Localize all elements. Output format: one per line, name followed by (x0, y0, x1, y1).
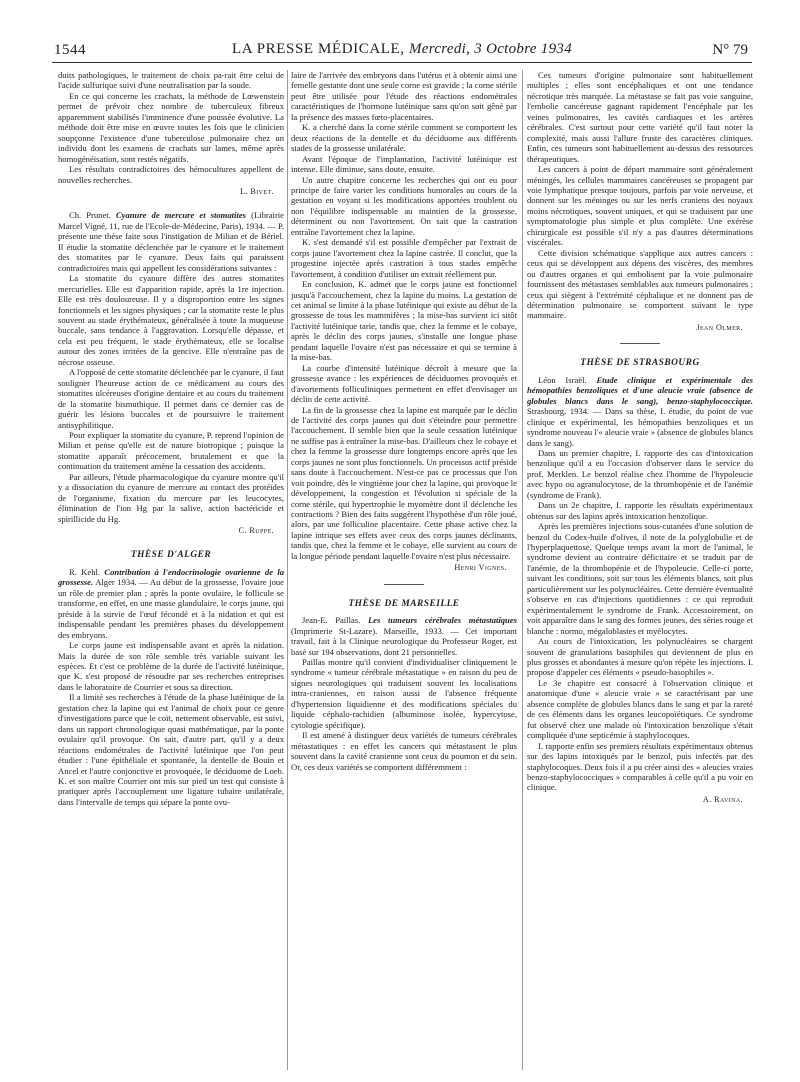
paragraph: A l'opposé de cette stomatite déclenchée par le cyanure, il faut souligner l'heureuse action de ce médicament au cours des stomatites ulcéreuses d'origine dentaire et au cours du traitement de la stomatite bismuthique. Il permet dans ce dernier cas de guérir les lésions buccales et de poursuivre le traitement antisyphilitique. (58, 367, 284, 430)
column-divider (522, 70, 523, 1070)
author-signature: L. Bivet. (240, 186, 274, 196)
paragraph: Par ailleurs, l'étude pharmacologique du cyanure montre qu'il y a dissociation du cyanure de mercure au contact des protéides de l'organisme, fixation du mercure par les leucocytes, élimination de l'ion Hg par la salive, action bactéricide et spirillicide du Hg. (58, 471, 284, 524)
author-signature: Henri Vignes. (454, 563, 507, 573)
section-heading: THÈSE DE MARSEILLE (348, 598, 460, 609)
review-author: Ch. Prunet. (69, 210, 111, 221)
paragraph: Les cancers à point de départ mammaire sont généralement méningés, les cellules mammaires cancéreuses se propagent par voie lymphatique presque toujours, parfois par voie nerveuse, et donnent sur les méninges ou sur les nerfs craniens des noyaux moins nécrotiques, souvent uniques, et qui se traduisent par une symptomatologie plus simple et plus complète. Une exérèse chirurgicale est possible s'il n'y a pas d'autres déterminations viscérales. (527, 164, 753, 248)
review-reference: Alger 1934. — Au début de la grossesse, l'ovaire joue un rôle de premier plan ; après la ponte ovulaire, le follicule se transforme, en effet, en une masse glandulaire, le corps jaune, qui préside à la survie de l'œuf fécondé et à la nidation et qui est indispensable pendant les premières phases du développement des embryons. (58, 577, 284, 640)
section-heading: THÈSE DE STRASBOURG (580, 358, 700, 369)
review-author: R. Kehl. (69, 566, 101, 577)
paragraph: La stomatite du cyanure diffère des autres stomatites mercurielles. Elle est d'apparition rapide, après la 1re injection. Elle est très douloureuse. Il y a disproportion entre les signes fonctionnels et les signes physiques ; car la stomatite reste le plus souvent au stade érythémateux, généralisée à toute la muqueuse buccale, sans tendance à l'aggravation. Lorsqu'elle dépasse, et cela est peu fréquent, le stade érythémateux, elle se localise autour des zones irritées de la gencive. Elle n'entraîne pas de nécrose osseuse. (58, 273, 284, 367)
review-author: Jean-E. Paillas. (302, 615, 361, 626)
column-right (527, 70, 753, 1076)
paragraph: Paillas montre qu'il convient d'individualiser cliniquement le syndrome « tumeur cérébrale métastatique » en raison du peu de signes neurologiques qui traduisent souvent les localisations intra-craniennes, en raison aussi de l'absence fréquente d'hypertension liquidienne et des modifications spéciales du liquide céphalo-rachidien (albuminose isolée, hypercytose, cytologie spécifique). (291, 657, 517, 730)
paragraph: Dans un 2e chapitre, I. rapporte les résultats expérimentaux obtenus sur des lapins après intoxication benzolique. (527, 500, 753, 521)
author-signature: Jean Olmer. (696, 322, 743, 332)
author-signature: A. Ravina. (702, 794, 743, 804)
issue-date: Mercredi, 3 Octobre 1934 (409, 41, 573, 57)
paragraph: laire de l'arrivée des embryons dans l'utérus et à obtenir ainsi une femelle gestante dont une seule corne est gravide ; la corne stérile peut être utilisée pour l'étude des réactions endométrales caractéristiques de l'hormone lutéinique sans qu'on soit gêné par la présence des masses fœto-placentaires. (291, 70, 517, 122)
paragraph: Il est amené à distinguer deux variétés de tumeurs cérébrales métastatiques : en effet les cancers qui métastasent le plus souvent dans la cavité cranienne sont ceux du poumon et du sein. Or, ces deux variétés se comportent différemment : (291, 730, 517, 772)
paragraph: Au cours de l'intoxication, les polynucléaires se chargent souvent de granulations basophiles qui deviennent de plus en plus grosses et abondantes à mesure qu'on répète les injections. I. propose d'appeler ces éléments « pseudo-basophiles ». (527, 636, 753, 678)
review-title: Cyanure de mercure et stomatites (115, 210, 246, 221)
section-rule (384, 584, 424, 585)
paragraph: K. a cherché dans la corne stérile comment se comportent les deux réactions de la dentelle et du déciduome aux différents stades de la grossesse unilatérale. (291, 122, 517, 154)
section-rule (620, 343, 660, 344)
paragraph: Après les premières injections sous-cutanées d'une solution de benzol du Codex-huile d'olives, il note de la polyglobulie et de l'hyperplaquettose. Quelque temps avant la mort de l'animal, le syndrome devient au contraire déficitaire et se traduit par de l'anémie, de la thrombopénie et de l'hypoleucie. Celle-ci porte, suivant les conditions, soit sur tous les éléments blancs, soit plus particulièrement sur les polynucléaires. Cette dernière éventualité s'observe en cas d'injections quotidiennes : ce qui reproduit expérimentalement le syndrome de Frank. Accessoirement, on voit apparaître dans le sang des formes jeunes, des séries rouge et blanche : normo, mégaloblastes et myélocytes. (527, 521, 753, 636)
review-author: Léon Israël. (538, 374, 587, 385)
paragraph: K. s'est demandé s'il est possible d'empêcher par l'extrait de corps jaune l'avortement chez la lapine castrée. Il conclut, que la progestine injectée après castration à tous stades empêche l'avortement, à condition d'utiliser un extrait réellement pur. (291, 237, 517, 279)
paragraph: Cette division schématique s'applique aux autres cancers : ceux qui se développent aux dépens des viscères, des membres ou d'autres organes et qui embolisent par la voie pulmonaire fournissent des métastases semblables aux tumeurs pulmonaires ; ceux qui siègent à l'extrémité céphalique et ne donnent pas de détermination pulmonaire se comportent suivant le type mammaire. (527, 247, 753, 321)
paragraph: duits pathologiques, le traitement de choix pa-rait être celui de l'acide sulfurique suivi d'une neutralisation par la soude. (58, 70, 284, 91)
review-entry (291, 615, 517, 657)
paragraph: La courbe d'intensité lutéinique décroît à mesure que la grossesse avance : les expériences de déciduomes provoqués et d'avortements folliculiniques permettent en effet d'envisager un déclin de cette activité. (291, 362, 517, 405)
paragraph: Avant l'époque de l'implantation, l'activité lutéinique est intense. Elle diminue, sans doute, ensuite. (291, 153, 517, 175)
paragraph: En ce qui concerne les crachats, la méthode de Lœwenstein permet de prévoir chez nombre de tuberculeux fibreux apparemment stabilisés l'imminence d'une poussée évolutive. La méthode doit être mise en œuvre toutes les fois que le clinicien soupçonne l'existence d'une tuberculose pulmonaire chez un individu dont les examens de crachats sur lames, même après homogénéisation, sont restés négatifs. (58, 90, 284, 164)
review-title: Les tumeurs cérébrales métastatiques (367, 615, 517, 626)
review-entry (58, 210, 284, 273)
paragraph: Il a limité ses recherches à l'étude de la phase lutéinique de la gestation chez la lapine qui est l'animal de choix pour ce genre d'investigations parce que le coït, nettement observable, est suivi, dans un rapport chronologique quasi mathématique, par la ponte ovulaire qu'il provoque. On sait, d'autre part, qu'il y a deux réactions endométrales de l'activité lutéinique que l'on peut étudier : l'une épithéliale et spontanée, la dentelle de Bouin et Ancel et l'autre conjonctive et provoquée, le déciduome de Loeb. K. et son maître Courrier ont mis sur pied un test qui consiste à pratiquer après l'accouplement une ligature tubaire unilatérale, dans l'intervalle de temps qui sépare la ponte ovu- (58, 692, 284, 807)
column-left (58, 70, 284, 1076)
review-entry (527, 375, 753, 448)
author-signature: C. Ruppe. (238, 526, 274, 536)
review-reference: Strasbourg, 1934. — Dans sa thèse, I. étudie, du point de vue clinique et expérimental, les hémopathies benzoliques et un syndrome nouveau l'« aleucie vraie » (absence de globules blancs dans le sang). (527, 406, 753, 448)
page-header (52, 38, 752, 63)
paragraph: La fin de la grossesse chez la lapine est marquée par le déclin de l'activité des corps jaunes qui doit s'éteindre pour permettre l'accouchement. Il semble bien que la seule cessation lutéinique ne suffise pas à entraîner la mise-bas. D'ailleurs chez le cobaye et chez la femme la grossesse dure longtemps encore après que les corps jaunes ne sont plus fonctionnels. Un processus actif préside sans doute à l'accouchement. N'est-ce pas ce processus que l'on voit poindre, dès le vingtième jour chez la lapine, qui provoque le développement, la congestion et l'évolution si spéciale de la corne stérile, qui hypertrophie le myomètre dont il déclenche les contractions ? Bien des faits suggèrent l'hypothèse d'un rôle joué, alors, par une folliculine placentaire. Cette phase active chez la lapine intrique ses effets avec ceux des corps jaunes déclinants, tandis que, chez la femme et le cobaye, elle survient au cours de la longue période pendant laquelle l'ovaire n'est plus nécessaire. (291, 404, 517, 561)
paragraph: Ces tumeurs d'origine pulmonaire sont habituellement multiples ; elles sont encéphaliques et ont une tendance nécrotique très marquée. La métastase se fait pas voie sanguine, l'embolie cancéreuse gagnant rapidement l'encéphale par les veines pulmonaires, les cavités cardiaques et les artères cérébrales. C'est surtout pour cette variété qu'il faut noter la complexité, mais aussi l'allure fruste des caractères cliniques. Enfin, ces tumeurs sont habituellement au-dessus des ressources thérapeutiques. (527, 70, 753, 164)
journal-name: LA PRESSE MÉDICALE, (231, 41, 405, 57)
column-middle (291, 70, 517, 1076)
paragraph: Le corps jaune est indispensable avant et après la nidation. Mais la durée de son rôle semble très variable suivant les espèces. Et c'est ce problème de la durée de l'activité lutéinique, que K. s'est proposé de résoudre par ses recherches entreprises dans le laboratoire de Courrier et sous sa direction. (58, 640, 284, 692)
issue-number: N° 79 (712, 42, 748, 58)
review-reference: (Librairie Marcel Vigné, 11, rue de l'Ecole-de-Médecine, Paris), 1934. — P. présente une thèse faite sous l'instigation de Milian et de Bériel. Il étudie la stomatite déclenchée par le cyanure et le traitement des stomatites par le cyanure. Deux faits qui paraissent contradictoires mais qui appellent les considérations suivantes : (58, 210, 284, 273)
paragraph: Les résultats contradictoires des hémocultures appellent de nouvelles recherches. (58, 164, 284, 185)
journal-title (52, 41, 752, 58)
paragraph: Dans un premier chapitre, I. rapporte des cas d'intoxication benzolique qu'il a eu l'occasion d'observer dans le service du prof. Merklen. Le benzol réalise chez l'homme de l'hypoleucie avec hypo ou agranulocytose, de la thrombopénie et de l'anémie (syndrome de Frank). (527, 447, 753, 500)
review-entry (58, 567, 284, 640)
review-title: Etude clinique et expérimentale des hémopathies benzoliques et d'une aleucie vraie (absence de globules blancs dans le sang), benzo-staphylococcique. (527, 374, 753, 406)
column-divider (287, 70, 288, 1070)
review-reference: (Imprimerie St-Lazare). Marseille, 1933. — Cet important travail, fait à la Clinique neurologique du Professeur Roger, est basé sur 194 observations, dont 21 personnelles. (291, 625, 517, 657)
paragraph: I. rapporte enfin ses premiers résultats expérimentaux obtenus sur des lapins intoxiqués par le benzol, puis infectés par des staphylocoques. Deux fois il a pu créer ainsi des « aleucies vraies benzo-staphylococciques » comparables à celle qu'il a pu voir en clinique. (527, 740, 753, 793)
section-heading: THÈSE D'ALGER (130, 550, 212, 561)
paragraph: Le 3e chapitre est consacré à l'observation clinique et anatomique d'une « aleucie vraie » se caractérisant par une absence complète de globules blancs dans le sang et par la rareté de ces éléments dans les organes leucopoïétiques. Ce syndrome fut observé chez une malade où l'intoxication benzolique s'était compliquée d'une septicémie à staphylocoques. (527, 677, 753, 741)
page-number: 1544 (54, 42, 86, 58)
paragraph: Un autre chapitre concerne les recherches qui ont eu pour principe de faire varier les conditions humorales au cours de la gestation en voyant si les modifications apportées troublent ou non l'équilibre indispensable au maintien de la grossesse, déterminent ou non l'avortement. On sait que la castration entraîne l'avortement chez la lapine. (291, 174, 517, 237)
paragraph: Pour expliquer la stomatite du cyanure, P. reprend l'opinion de Milian et pense qu'elle est de nature biotropique ; puisque la stomatite apparaît précocement, brutalement et que la continuation du traitement amène la cessation des accidents. (58, 429, 284, 472)
paragraph: En conclusion, K. admet que le corps jaune est fonctionnel jusqu'à l'accouchement, chez la lapine du moins. La gestation de cet animal se limite à la phase lutéinique qui existe au début de la grossesse de tous les mammifères ; la mise-bas survient ici sitôt l'activité lutéinique tarie, tandis que, chez la femme et le cobaye, après le déclin des corps jaunes, s'installe une longue phase pendant laquelle l'ovaire n'est pas nécessaire et qui se termine à la mise-bas. (291, 279, 517, 363)
review-title: Contribution à l'endocrinologie ovarienne de la grossesse. (58, 566, 284, 588)
